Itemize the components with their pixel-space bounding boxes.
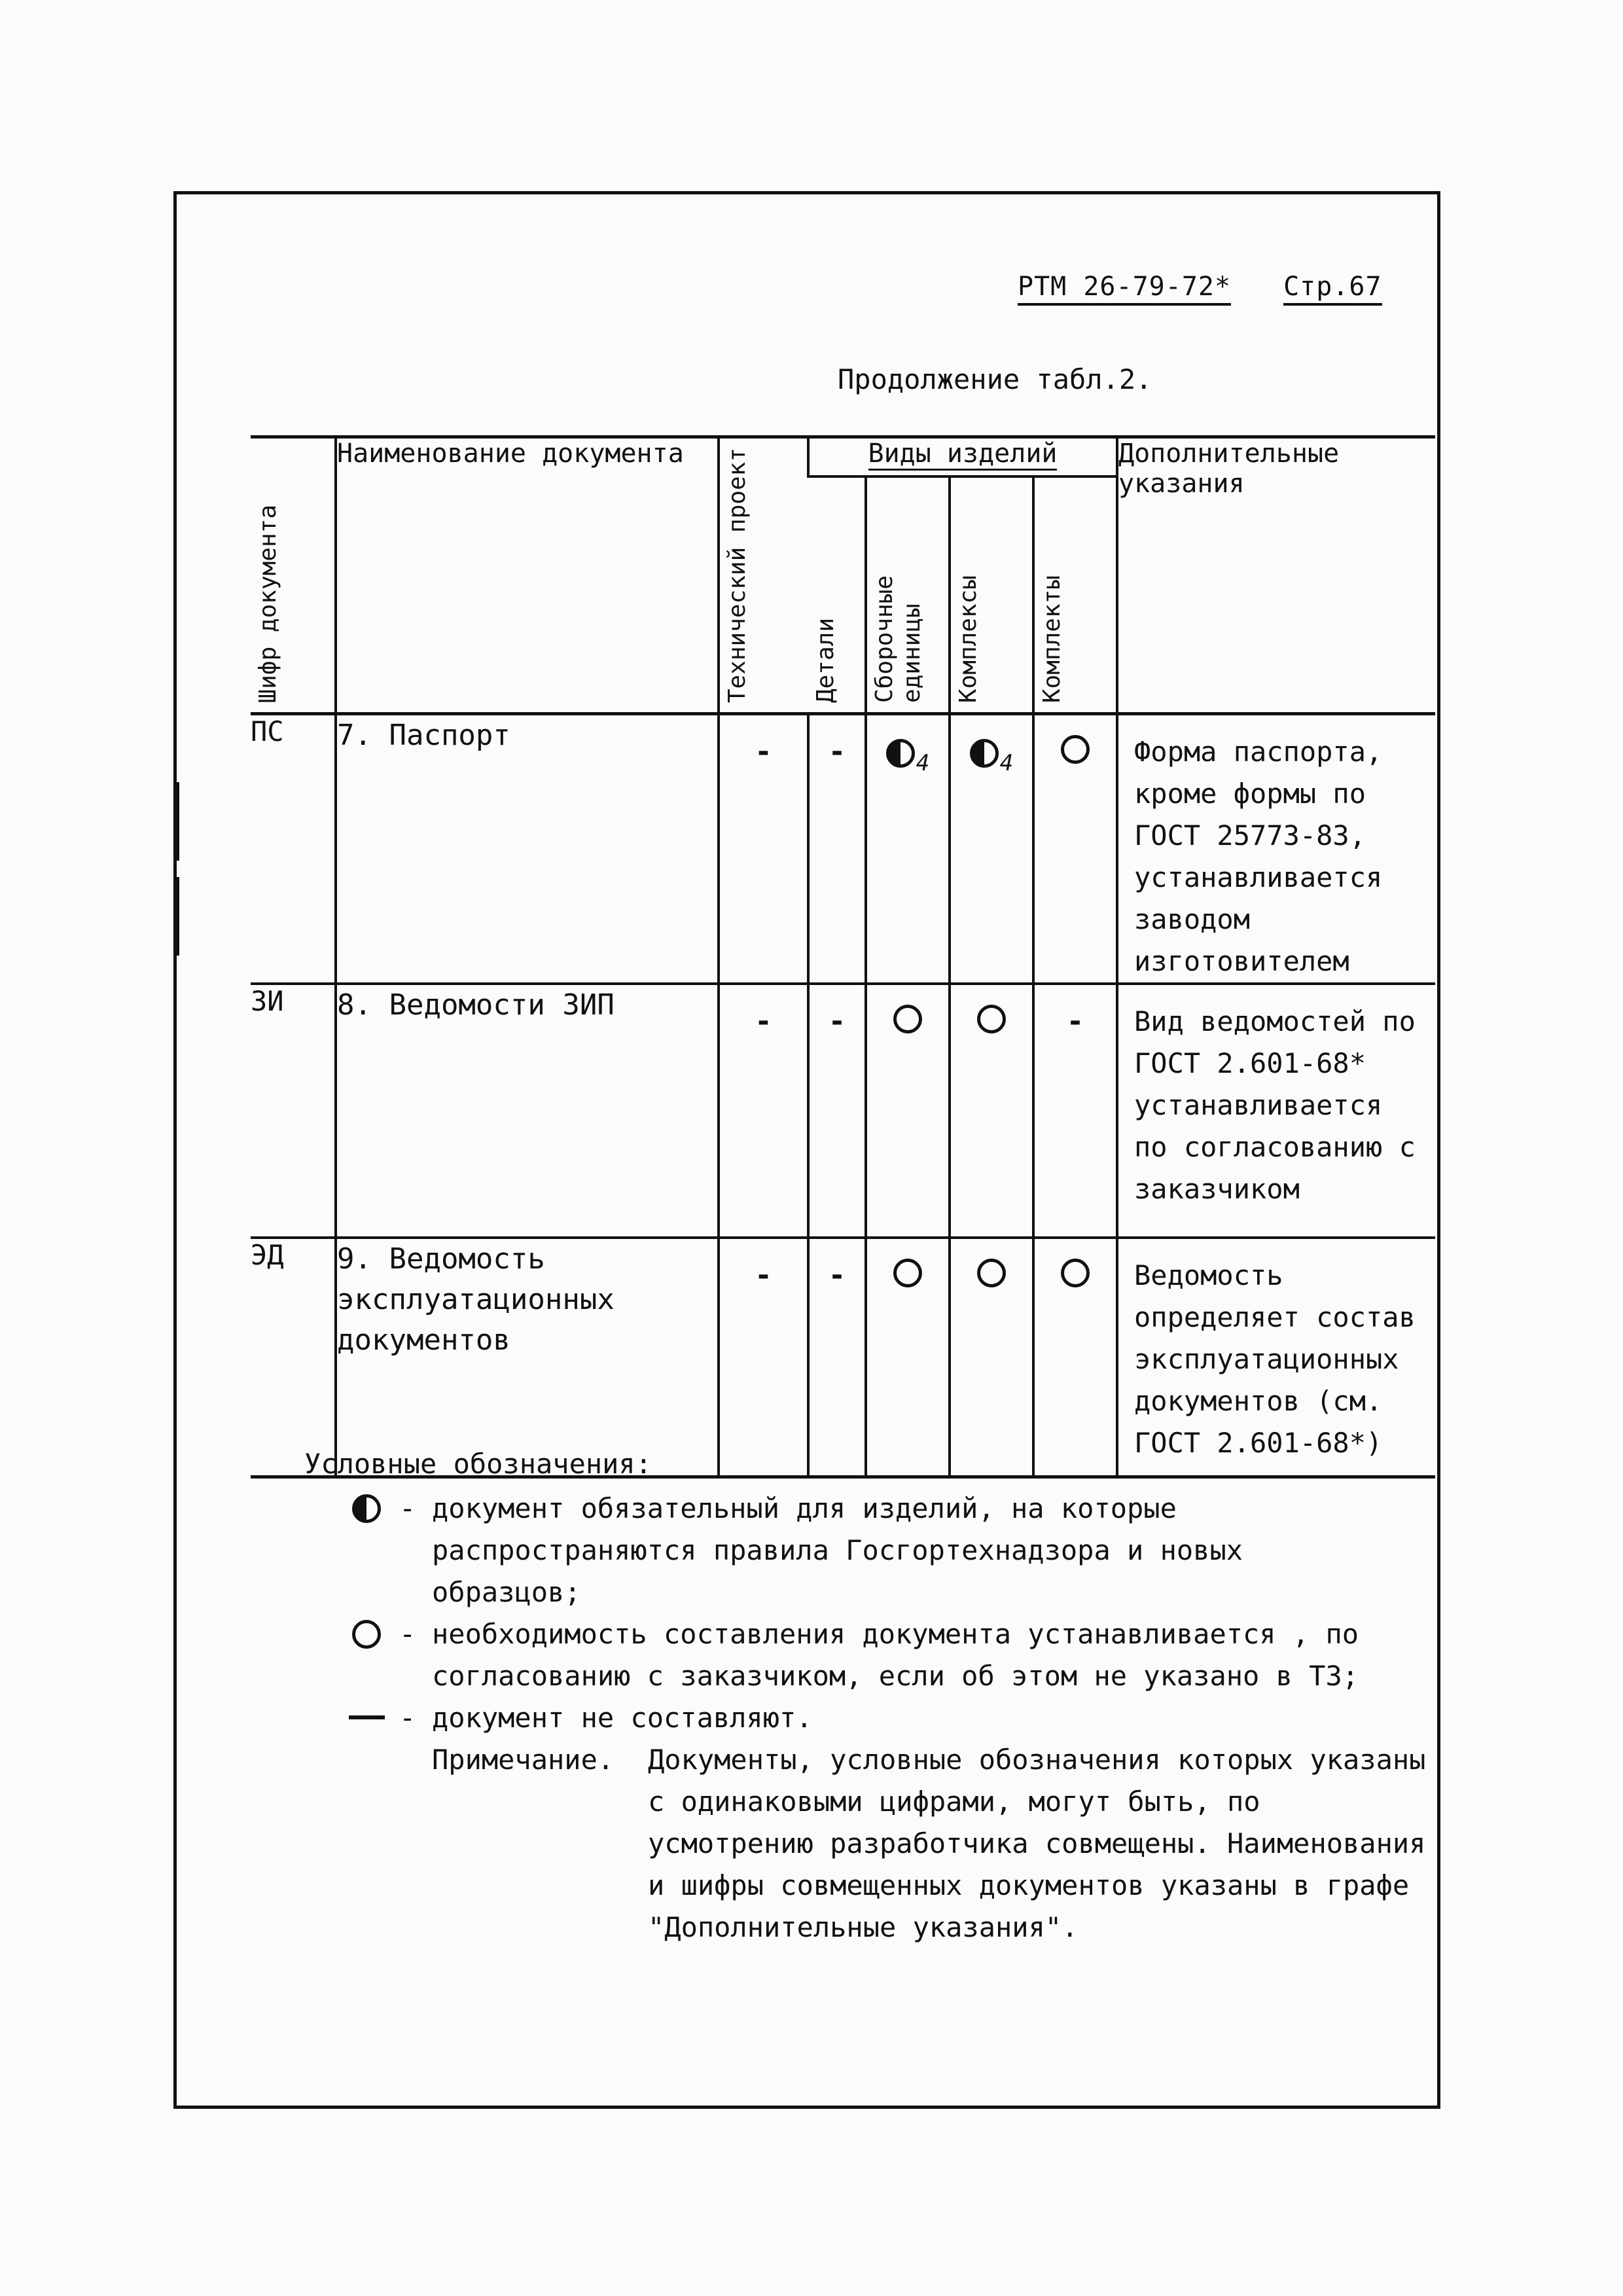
mark-complexes	[950, 1238, 1033, 1477]
legend	[304, 1443, 1440, 1948]
circle-icon	[893, 1005, 922, 1033]
row-name: 7. Паспорт	[336, 714, 719, 984]
row-name: 9. Ведомость эксплуатационных документов	[336, 1238, 719, 1477]
document-table	[251, 435, 1435, 1479]
margin-mark	[175, 782, 179, 861]
legend-text: необходимость составления документа устанавливается , по согласованию с заказчиком, если об этом не указано в ТЗ;	[432, 1618, 1359, 1692]
header-notes: Дополнительные указания	[1117, 437, 1435, 714]
mark-complexes	[950, 984, 1033, 1238]
table-continuation: Продолжение табл.2.	[838, 363, 1152, 395]
mark-kits	[1033, 714, 1117, 984]
row-code: ПС	[251, 715, 284, 748]
header-tech-project: Технический проект	[719, 437, 808, 714]
page-header	[1018, 272, 1382, 306]
mark-details: -	[808, 714, 866, 984]
margin-mark	[175, 877, 179, 956]
legend-item: - документ обязательный для изделий, на которые распространяются правила Госгортехнадзора и новых образцов;	[334, 1488, 1440, 1613]
row-name: 8. Ведомости ЗИП	[336, 984, 719, 1238]
doc-code: РТМ 26-79-72*	[1018, 272, 1231, 306]
mark-complexes: 4	[950, 714, 1033, 984]
page-number: Стр.67	[1283, 272, 1382, 306]
circle-icon	[977, 1259, 1006, 1287]
note-text: Документы, условные обозначения которых указаны с одинаковыми цифрами, могут быть, по усмотрению разработчика совмещены. Наименования и шифры совмещенных документов указаны в графе "Дополнительные указания".	[648, 1744, 1426, 1943]
table-row	[251, 714, 1435, 984]
row-notes: Вид ведомостей по ГОСТ 2.601-68* устанавливается по согласованию с заказчиком	[1117, 984, 1435, 1238]
row-notes: Ведомость определяет состав эксплуатационных документов (см. ГОСТ 2.601-68*)	[1117, 1238, 1435, 1477]
mark-tech: -	[719, 1238, 808, 1477]
circle-icon	[893, 1259, 922, 1287]
row-code: ЗИ	[251, 985, 284, 1018]
mark-details: -	[808, 1238, 866, 1477]
legend-text: документ обязательный для изделий, на которые распространяются правила Госгортехнадзора и новых образцов;	[432, 1492, 1243, 1608]
circle-icon	[1061, 1259, 1090, 1287]
half-circle-icon	[352, 1494, 381, 1523]
table-row	[251, 984, 1435, 1238]
mark-kits: -	[1033, 984, 1117, 1238]
half-circle-icon	[886, 739, 915, 768]
header-kits: Комплекты	[1033, 476, 1117, 714]
mark-assembly: 4	[866, 714, 950, 984]
mark-assembly	[866, 1238, 950, 1477]
legend-item: - документ не составляют.	[334, 1697, 1440, 1739]
mark-tech: -	[719, 714, 808, 984]
circle-icon	[352, 1620, 381, 1649]
table-row	[251, 1238, 1435, 1477]
header-details: Детали	[808, 476, 866, 714]
circle-icon	[977, 1005, 1006, 1033]
legend-item: - необходимость составления документа устанавливается , по согласованию с заказчиком, если об этом не указано в ТЗ;	[334, 1613, 1440, 1697]
header-product-types: Виды изделий	[808, 437, 1117, 477]
mark-kits	[1033, 1238, 1117, 1477]
mark-assembly	[866, 984, 950, 1238]
mark-tech: -	[719, 984, 808, 1238]
legend-title: Условные обозначения:	[304, 1448, 652, 1480]
header-complexes: Комплексы	[950, 476, 1033, 714]
row-code: ЭД	[251, 1239, 284, 1272]
dash-icon	[349, 1715, 385, 1719]
note-label: Примечание.	[432, 1744, 615, 1776]
row-notes: Форма паспорта, кроме формы по ГОСТ 25773-83, устанавливается заводом изготовителем	[1117, 714, 1435, 984]
header-code: Шифр документа	[251, 437, 336, 714]
note	[432, 1739, 1440, 1948]
mark-details: -	[808, 984, 866, 1238]
legend-text: документ не составляют.	[432, 1702, 813, 1734]
header-assembly: Сборочные единицы	[866, 476, 950, 714]
half-circle-icon	[970, 739, 999, 768]
circle-icon	[1061, 735, 1090, 764]
header-name: Наименование документа	[336, 437, 719, 714]
